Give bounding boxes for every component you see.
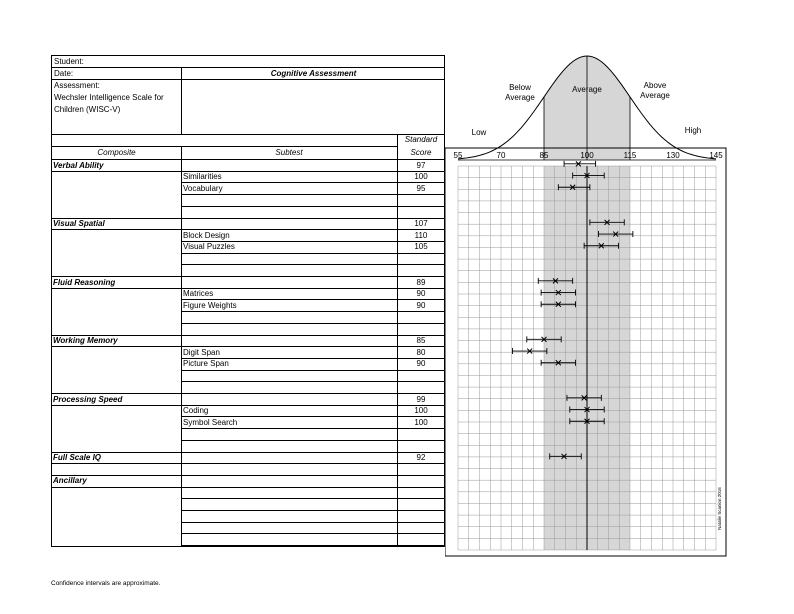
score-form — [51, 55, 445, 547]
score-chart — [445, 40, 745, 560]
x-tick-label: 55 — [453, 151, 463, 160]
subtest-score: 100 — [414, 172, 428, 182]
subtest-score: 100 — [414, 417, 428, 427]
label-above-average-1: Above — [643, 81, 667, 90]
composite-name: Full Scale IQ — [53, 453, 102, 462]
subtest-name: Visual Puzzles — [183, 242, 235, 252]
composite-score: 89 — [416, 277, 426, 287]
composite-score: 85 — [416, 336, 426, 345]
subtest-score: 105 — [414, 242, 428, 252]
x-tick-label: 130 — [666, 151, 680, 160]
label-high: High — [684, 126, 702, 135]
assessment-name-line2: Children (WISC-V) — [54, 105, 121, 114]
score-header-line1: Standard — [404, 135, 438, 144]
assessment-label: Assessment: — [54, 81, 100, 90]
subtest-name: Block Design — [183, 230, 230, 240]
subtest-name: Symbol Search — [183, 417, 238, 427]
composite-score: 107 — [414, 219, 428, 228]
composite-name: Fluid Reasoning — [53, 277, 116, 287]
student-label: Student: — [54, 57, 84, 66]
label-average: Average — [572, 85, 602, 94]
x-tick-label: 145 — [709, 151, 723, 160]
label-above-average-2: Average — [640, 91, 670, 100]
composite-header: Composite — [97, 148, 136, 157]
composite-name: Verbal Ability — [53, 160, 104, 170]
footnote: Confidence intervals are approximate. — [51, 580, 161, 587]
composite-score: 99 — [416, 394, 426, 404]
score-header-line2: Score — [410, 148, 432, 157]
subtest-score: 90 — [416, 300, 426, 310]
composite-score: 97 — [416, 160, 426, 170]
label-below-average-2: Average — [505, 93, 535, 102]
subtest-score: 90 — [416, 359, 426, 369]
copyright-text: Natalie Scanlon 2016 — [717, 487, 722, 530]
subtest-score: 90 — [416, 289, 426, 299]
x-tick-label: 115 — [623, 151, 637, 160]
subtest-name: Figure Weights — [183, 300, 237, 310]
composite-score: 92 — [416, 453, 426, 462]
subtest-score: 110 — [414, 230, 428, 240]
composite-name: Working Memory — [53, 336, 118, 345]
x-tick-label: 70 — [496, 151, 506, 160]
label-below-average-1: Below — [509, 83, 531, 92]
subtest-name: Vocabulary — [183, 183, 223, 193]
subtest-name: Picture Span — [183, 359, 229, 369]
assessment-name-line1: Wechsler Intelligence Scale for — [54, 93, 164, 102]
date-label: Date: — [54, 69, 74, 78]
subtest-name: Coding — [183, 406, 209, 416]
subtest-name: Similarities — [183, 172, 222, 182]
subtest-score: 80 — [416, 347, 426, 357]
composite-name: Ancillary — [53, 476, 87, 486]
subtest-name: Digit Span — [183, 347, 220, 357]
composite-name: Visual Spatial — [53, 219, 105, 228]
x-tick-label: 100 — [580, 151, 594, 160]
subtest-name: Matrices — [183, 289, 214, 299]
composite-name: Processing Speed — [53, 394, 123, 404]
subtest-score: 100 — [414, 406, 428, 416]
label-low: Low — [471, 128, 487, 137]
x-tick-label: 85 — [539, 151, 549, 160]
form-title: Cognitive Assessment — [270, 69, 357, 78]
subtest-header: Subtest — [275, 148, 303, 157]
subtest-score: 95 — [416, 183, 426, 193]
